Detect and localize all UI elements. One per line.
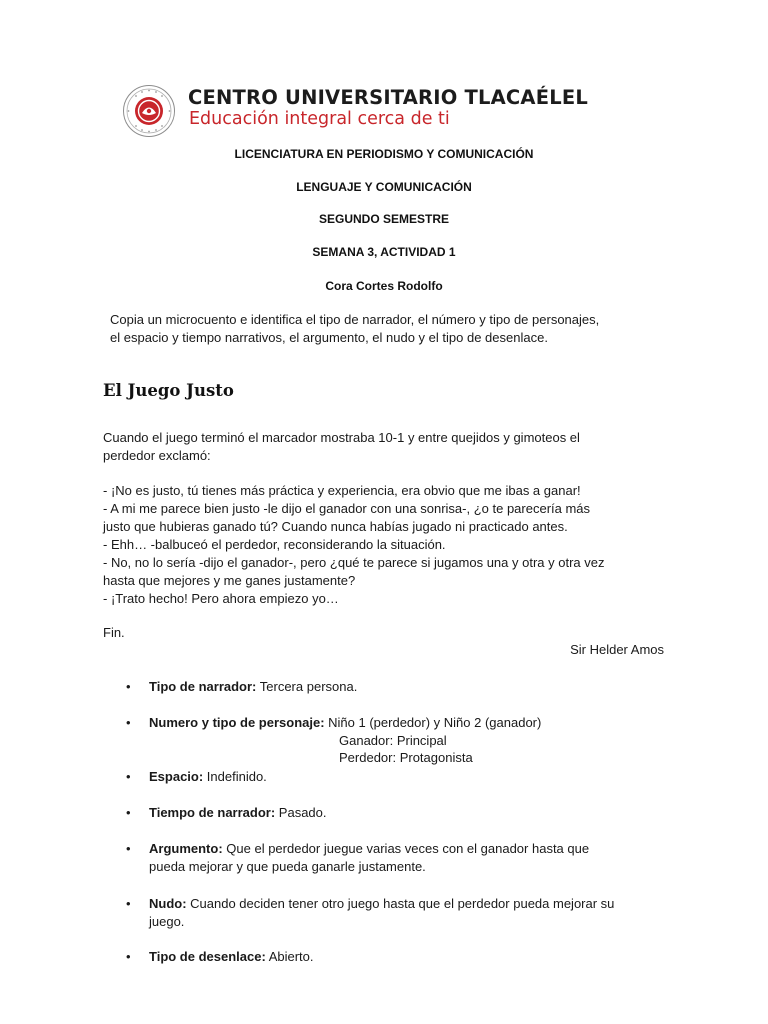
item-label: Tipo de desenlace:: [149, 949, 266, 964]
item-value: Pasado.: [275, 805, 327, 820]
item-label: Nudo:: [149, 896, 187, 911]
institution-tagline: Educación integral cerca de ti: [189, 109, 450, 129]
semester-heading: SEGUNDO SEMESTRE: [318, 212, 450, 226]
item-value: Abierto.: [265, 949, 314, 964]
activity-heading: SEMANA 3, ACTIVIDAD 1: [312, 245, 456, 259]
dialogue-line: - ¡Trato hecho! Pero ahora empiezo yo…: [103, 591, 339, 606]
item-label: Tipo de narrador:: [149, 679, 257, 694]
instructions-line: Copia un microcuento e identifica el tipo de narrador, el número y tipo de personajes,: [110, 312, 600, 327]
character-detail-loser: Perdedor: Protagonista: [339, 750, 473, 765]
dialogue-line: - ¡No es justo, tú tienes más práctica y experiencia, era obvio que me ibas a ganar!: [103, 483, 581, 498]
institution-name: CENTRO UNIVERSITARIO TLACAÉLEL: [188, 86, 588, 109]
item-value: Que el perdedor juegue varias veces con el ganador hasta que: [222, 841, 590, 856]
item-label: Espacio:: [149, 769, 204, 784]
institution-header: [122, 80, 652, 136]
bullet-icon: •: [126, 769, 131, 784]
dialogue-line: - Ehh… -balbuceó el perdedor, reconsiderando la situación.: [103, 537, 446, 552]
bullet-icon: •: [126, 841, 131, 856]
item-value: Tercera persona.: [256, 679, 358, 694]
story-line: perdedor exclamó:: [103, 448, 211, 463]
item-value: Niño 1 (perdedor) y Niño 2 (ganador): [324, 715, 542, 730]
university-seal-icon: [122, 84, 176, 138]
instructions-line: el espacio y tiempo narrativos, el argumento, el nudo y el tipo de desenlace.: [110, 330, 548, 345]
item-label: Numero y tipo de personaje:: [149, 715, 325, 730]
item-value-continued: pueda mejorar y que pueda ganarle justamente.: [149, 859, 426, 874]
bullet-icon: •: [126, 715, 131, 730]
story-intro: [103, 429, 673, 465]
dialogue-line: hasta que mejores y me ganes justamente?: [103, 573, 356, 588]
bullet-icon: •: [126, 896, 131, 911]
item-value-continued: juego.: [149, 914, 185, 929]
course-heading: LENGUAJE Y COMUNICACIÓN: [296, 180, 472, 194]
character-detail-winner: Ganador: Principal: [339, 733, 447, 748]
dialogue-line: - A mi me parece bien justo -le dijo el ganador con una sonrisa-, ¿o te parecería más: [103, 501, 591, 516]
story-line: Cuando el juego terminó el marcador mostraba 10-1 y entre quejidos y gimoteos el: [103, 430, 580, 445]
dialogue-line: justo que hubieras ganado tú? Cuando nunca habías jugado ni practicado antes.: [103, 519, 568, 534]
story-author: Sir Helder Amos: [570, 642, 664, 657]
bullet-icon: •: [126, 805, 131, 820]
dialogue-line: - No, no lo sería -dijo el ganador-, pero ¿qué te parece si jugamos una y otra y otra vez: [103, 555, 605, 570]
item-value: Indefinido.: [203, 769, 267, 784]
item-value: Cuando deciden tener otro juego hasta que el perdedor pueda mejorar su: [186, 896, 615, 911]
item-label: Argumento:: [149, 841, 223, 856]
bullet-icon: •: [126, 679, 131, 694]
bullet-icon: •: [126, 949, 131, 964]
story-end: Fin.: [103, 625, 125, 640]
item-label: Tiempo de narrador:: [149, 805, 276, 820]
student-name: Cora Cortes Rodolfo: [325, 279, 443, 293]
program-heading: LICENCIATURA EN PERIODISMO Y COMUNICACIÓN: [234, 147, 534, 161]
story-title: El Juego Justo: [103, 381, 234, 400]
assignment-instructions: [110, 311, 670, 347]
story-dialogue: [103, 482, 673, 608]
